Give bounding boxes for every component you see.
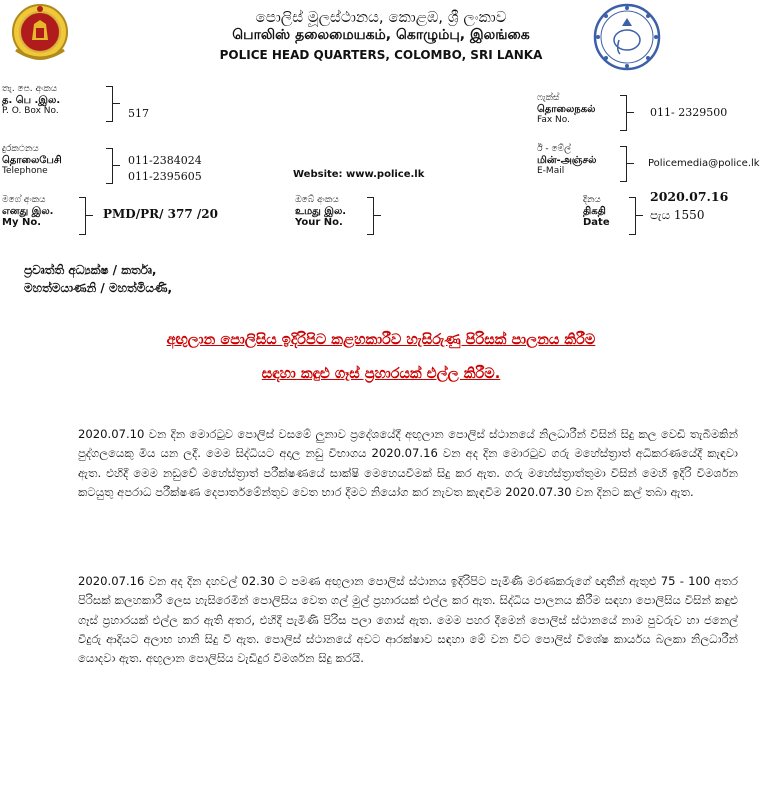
- date-time: පැය 1550: [650, 208, 705, 222]
- salutation-line-2: මහත්මයාණනි / මහත්මියණි,: [24, 281, 173, 295]
- telephone-tick: [113, 165, 120, 166]
- pobox-label: තැ. පෙ. අංකය த. பெ .இல. P. O. Box No.: [2, 84, 61, 116]
- body-paragraph-1: 2020.07.10 වන දින මොරටුව පොලිස් වසමේ ලුනාව ප්‍රදේශයේදී අඟුලාන පොලිස් ස්ථානයේ නිලධාරීන් විසින් සිදු කල වෙඩි තැබීමකින් පුද්ගලයෙකු මිය යන ලදී. මෙම සිද්ධියට අදාල නඩු විභාගය 2020.07.16 වන අද දින මොරටුව ගරු මහේස්ත්‍රාත් අධිකරණයේදී කැඳවා ඇත. එහිදී මෙම නඩුවේ මහේස්ත්‍රාත් පරීක්ෂණයේ සාක්ෂි මෙහෙයවීමක් සිදු කර ඇත. ගරු මහේස්ත්‍රාත්තුමා විසින් මෙහි ඉදිරි විමර්ශන කටයුතු අපරාධ පරීක්ෂණ දෙපාර්තමේන්තුව වෙත භාර දීමට නියෝග කර නැවත කැඳවීම 2020.07.30 වන දිනට කල් තබා ඇත.: [78, 427, 738, 499]
- date-bracket: [629, 197, 636, 235]
- pobox-bracket: [106, 86, 113, 122]
- salutation-line-1: ප්‍රවෘත්ති අධ්‍යක්ෂ / කර්තෘ,: [24, 263, 157, 277]
- fax-value: 011- 2329500: [650, 106, 728, 119]
- fax-bracket: [620, 95, 627, 131]
- your-no-tick: [374, 215, 381, 216]
- telephone-value-2: 011-2395605: [128, 170, 202, 183]
- your-no-label: ඔබේ අංකය உமது இல. Your No.: [295, 195, 347, 228]
- date-value: 2020.07.16: [650, 189, 729, 204]
- pobox-tick: [113, 103, 120, 104]
- fax-label: ෆැක්ස් தொலைநகல் Fax No.: [537, 93, 596, 125]
- my-no-value: PMD/PR/ 377 /20: [103, 207, 218, 221]
- email-label: ඊ - මේල් மின்-அஞ்சல் E-Mail: [537, 144, 597, 176]
- my-no-tick: [86, 215, 93, 216]
- document-title-line-2: සඳහා කඳුළු ගෑස් ප්‍රහාරයක් එල්ල කිරීම.: [261, 366, 501, 382]
- fax-tick: [627, 112, 634, 113]
- email-tick: [627, 163, 634, 164]
- telephone-bracket: [106, 148, 113, 184]
- pobox-value: 517: [128, 107, 149, 120]
- telephone-label: දුරකථනය தொலைபேசி Telephone: [2, 144, 62, 176]
- date-tick: [636, 215, 643, 216]
- header-tamil: பொலிஸ் தலைமையகம், கொழும்பு, இலங்கை: [232, 27, 530, 43]
- header-english: POLICE HEAD QUARTERS, COLOMBO, SRI LANKA: [219, 48, 543, 62]
- body-paragraph-2: 2020.07.16 වන අද දින දහවල් 02.30 ට පමණ අඟුලාන පොලිස් ස්ථානය ඉදිරිපිට පැමිණි මරණකරුගේ ඥාතීන් ඇතුළු 75 - 100 අතර පිරිසක් කලහකාරී ලෙස හැසිරෙමින් පොලිසිය වෙත ගල් මුල් ප්‍රහාරයක් එල්ල කර ඇත. සිද්ධිය පාලනය කිරීම සඳහා පොලිසිය විසින් කඳුළු ගෑස් ප්‍රහාරයක් එල්ල කර ඇති අතර, එහිදී පැමිණි පිරිස පලා ගොස් ඇත. මෙම පහර දීමෙන් පොලිස් ස්ථානයේ නාම පුවරුව හා ජනෙල් වීදුරු ආදියට අලාභ හානි සිදු වී ඇත. පොලිස් ස්ථානයේ අවට ආරක්ෂාව සඳහා මේ වන විට පොලිස් විශේෂ කාර්යය බලකා නිලධාරීන් යොදවා ඇත. අඟුලාන පොලිසිය වැඩිදුර විමර්ශන සිදු කරයි.: [78, 574, 738, 666]
- my-no-bracket: [79, 197, 86, 235]
- email-value[interactable]: Policemedia@police.lk: [648, 158, 760, 169]
- document-title-line-1: අඟුලාන පොලිසිය ඉදිරිපිට කළහකාරීව හැසිරුණු පිරිසක් පාලනය කිරීම: [166, 332, 596, 348]
- your-no-bracket: [367, 197, 374, 235]
- telephone-value-1: 011-2384024: [128, 154, 202, 167]
- date-label: දිනය திகதி Date: [583, 195, 610, 228]
- website-link[interactable]: Website: www.police.lk: [293, 169, 425, 180]
- my-no-label: මගේ අංකය எனது இல. My No.: [2, 195, 54, 228]
- email-bracket: [620, 146, 627, 182]
- header-sinhala: පොලිස් මූලස්ථානය, කොළඹ, ශ්‍රී ලංකාව: [255, 8, 507, 26]
